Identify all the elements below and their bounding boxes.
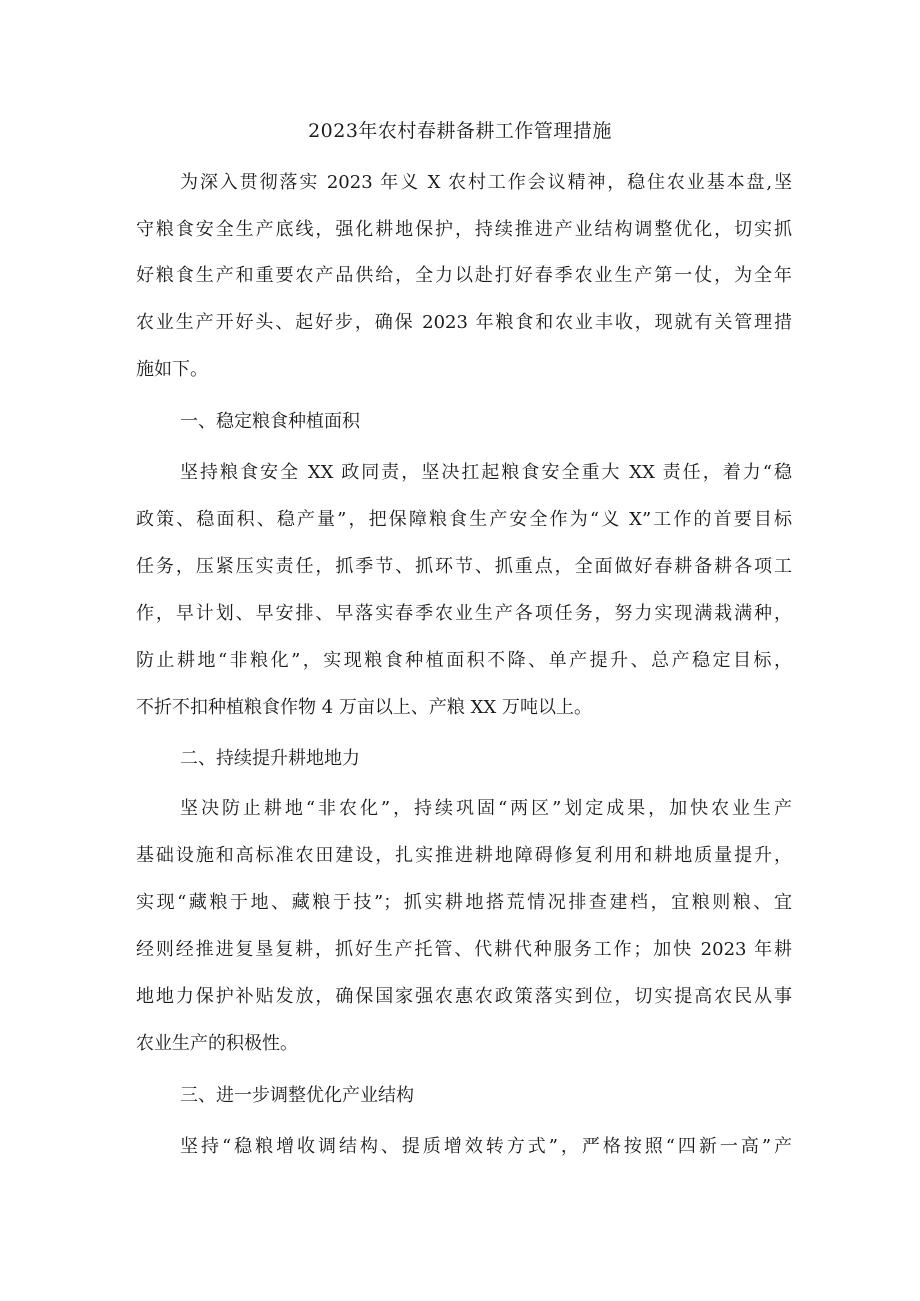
- paragraph-line: 坚持粮食安全 XX 政同责，坚决扛起粮食安全重大 XX 责任，着力“稳: [180, 462, 792, 483]
- paragraph-line: 守粮食安全生产底线，强化耕地保护，持续推进产业结构调整优化，切实抓: [136, 219, 792, 240]
- paragraph-line: 农业生产的积极性。: [136, 1033, 298, 1054]
- paragraph-line: 经则经推进复垦复耕，抓好生产托管、代耕代种服务工作；加快 2023 年耕: [136, 939, 792, 960]
- paragraph-line: 坚决防止耕地“非农化”，持续巩固“两区”划定成果，加快农业生产: [180, 798, 792, 819]
- paragraph-line: 任务，压紧压实责任，抓季节、抓环节、抓重点，全面做好春耕备耕各项工: [136, 556, 792, 577]
- section-heading: 二、持续提升耕地地力: [180, 748, 360, 769]
- section-heading: 三、进一步调整优化产业结构: [180, 1085, 414, 1106]
- paragraph-line: 防止耕地“非粮化”，实现粮食种植面积不降、单产提升、总产稳定目标，: [136, 650, 792, 671]
- paragraph-line: 实现“藏粮于地、藏粮于技”；抓实耕地搭荒情况排查建档，宜粮则粮、宜: [136, 892, 792, 913]
- paragraph-line: 农业生产开好头、起好步，确保 2023 年粮食和农业丰收，现就有关管理措: [136, 312, 792, 333]
- paragraph-line: 坚持“稳粮增收调结构、提质增效转方式”，严格按照“四新一高”产: [180, 1136, 792, 1157]
- paragraph-line: 作，早计划、早安排、早落实春季农业生产各项任务，努力实现满栽满种，: [136, 603, 792, 624]
- paragraph-line: 基础设施和高标准农田建设，扎实推进耕地障碍修复利用和耕地质量提升，: [136, 845, 792, 866]
- paragraph-line: 为深入贯彻落实 2023 年义 X 农村工作会议精神，稳住农业基本盘,坚: [180, 172, 792, 193]
- section-heading: 一、稳定粮食种植面积: [180, 411, 360, 432]
- paragraph-line: 地地力保护补贴发放，确保国家强农惠农政策落实到位，切实提高农民从事: [136, 986, 792, 1007]
- document-title: 2023年农村春耕备耕工作管理措施: [308, 120, 612, 142]
- paragraph-line: 不折不扣种植粮食作物 4 万亩以上、产粮 XX 万吨以上。: [136, 697, 592, 718]
- paragraph-line: 施如下。: [136, 359, 208, 380]
- paragraph-line: 好粮食生产和重要农产品供给，全力以赴打好春季农业生产第一仗，为全年: [136, 265, 792, 286]
- paragraph-line: 政策、稳面积、稳产量”，把保障粮食生产安全作为“义 X”工作的首要目标: [136, 509, 792, 530]
